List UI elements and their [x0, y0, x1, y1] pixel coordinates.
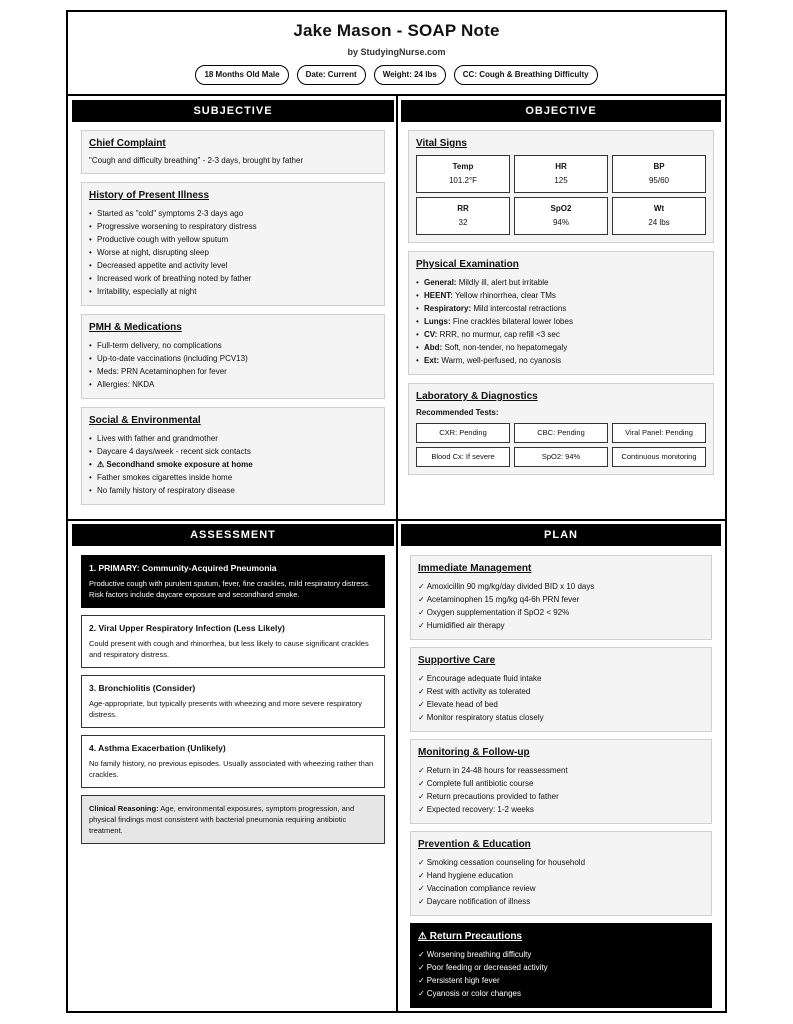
check-icon: ✓	[418, 963, 425, 972]
pmh-box	[81, 314, 385, 399]
list-item: ✓ Amoxicillin 90 mg/kg/day divided BID x 10 days	[418, 582, 595, 591]
pmh-list	[89, 339, 377, 391]
list-item: • Meds: PRN Acetaminophen for fever	[89, 365, 377, 378]
patient-info-pills	[68, 65, 725, 85]
list-item: ✓ Encourage adequate fluid intake	[418, 674, 542, 683]
list-item: • Daycare 4 days/week - recent sick contacts	[89, 445, 377, 458]
list-item: • Allergies: NKDA	[89, 378, 377, 391]
smoke-exposure-warning: • ⚠ Secondhand smoke exposure at home	[89, 458, 377, 471]
vital-label: HR	[555, 162, 567, 171]
return-precautions-box	[410, 923, 712, 1008]
exam-item	[416, 289, 706, 302]
check-icon: ✓	[418, 792, 425, 801]
prevention-list	[418, 856, 704, 908]
test-spo2: SpO2: 94%	[514, 447, 608, 467]
diagnosis-primary	[81, 555, 385, 608]
list-item: ✓ Daycare notification of illness	[418, 897, 531, 906]
clinical-reasoning-label: Clinical Reasoning:	[89, 804, 159, 813]
list-item: • Started as "cold" symptoms 2-3 days ago	[89, 207, 377, 220]
vital-signs-grid	[416, 155, 706, 235]
list-item: ✓ Humidified air therapy	[418, 621, 505, 630]
diagnosis-text: No family history, no previous episodes. Usually associated with wheezing rather than crackles.	[89, 759, 374, 779]
diagnosis-text: Productive cough with purulent sputum, fever, fine crackles, mild respiratory distress. Risk factors include daycare exposure and secondhand smoke.	[89, 579, 370, 599]
vital-label: BP	[653, 162, 665, 171]
soap-grid	[68, 96, 725, 1011]
monitoring-list	[418, 764, 704, 816]
social-box	[81, 407, 385, 505]
list-item: ✓ Cyanosis or color changes	[418, 989, 521, 998]
exam-item	[416, 315, 706, 328]
check-icon: ✓	[418, 713, 425, 722]
pmh-title: PMH & Medications	[89, 322, 182, 333]
immediate-management-title: Immediate Management	[418, 563, 532, 574]
diagnosis-title: 1. PRIMARY: Community-Acquired Pneumonia	[89, 563, 277, 573]
hpi-list	[89, 207, 377, 298]
vital-label: RR	[457, 204, 469, 213]
check-icon: ✓	[418, 976, 425, 985]
list-item: • Worse at night, disrupting sleep	[89, 246, 377, 259]
diagnosis-viral-uri	[81, 615, 385, 668]
check-icon: ✓	[418, 950, 425, 959]
list-item: ✓ Return in 24-48 hours for reassessment	[418, 766, 568, 775]
chief-complaint-title: Chief Complaint	[89, 138, 166, 149]
return-precautions-list	[418, 948, 704, 1000]
diagnosis-text: Could present with cough and rhinorrhea, but less likely to cause significant crackles and respiratory distress.	[89, 639, 369, 659]
vital-temp	[416, 155, 510, 193]
check-icon: ✓	[418, 595, 425, 604]
exam-finding: Mildly ill, alert but irritable	[456, 278, 549, 287]
list-item: ✓ Vaccination compliance review	[418, 884, 536, 893]
horizontal-divider	[68, 519, 725, 521]
list-item: • Increased work of breathing noted by father	[89, 272, 377, 285]
list-item: • Irritability, especially at night	[89, 285, 377, 298]
note-header	[68, 12, 725, 96]
list-item: • Father smokes cigarettes inside home	[89, 471, 377, 484]
exam-finding: Soft, non-tender, no hepatomegaly	[442, 343, 568, 352]
vital-rr	[416, 197, 510, 235]
supportive-care-box	[410, 647, 712, 732]
check-icon: ✓	[418, 674, 425, 683]
exam-key: Respiratory:	[424, 304, 472, 313]
exam-key: HEENT:	[424, 291, 453, 300]
check-icon: ✓	[418, 858, 425, 867]
vital-signs-title: Vital Signs	[416, 138, 467, 149]
exam-key: Abd:	[424, 343, 443, 352]
exam-key: General:	[424, 278, 457, 287]
vital-signs-box	[408, 130, 714, 243]
hpi-box	[81, 182, 385, 306]
diagnosis-bronchiolitis	[81, 675, 385, 728]
list-item: ✓ Monitor respiratory status closely	[418, 713, 544, 722]
exam-item	[416, 302, 706, 315]
check-icon: ✓	[418, 989, 425, 998]
vital-value: 95/60	[648, 176, 670, 185]
list-item: ✓ Hand hygiene education	[418, 871, 513, 880]
vital-weight	[612, 197, 706, 235]
list-item: • Decreased appetite and activity level	[89, 259, 377, 272]
diagnosis-text: Age-appropriate, but typically presents with wheezing and more severe respiratory distress.	[89, 699, 363, 719]
clinical-reasoning-text: Age, environmental exposures, symptom progression, and physical findings most consistent with bacterial pneumonia requiring antibiotic treatment.	[89, 804, 355, 835]
prevention-box	[410, 831, 712, 916]
vital-label: Temp	[452, 162, 474, 171]
list-item: ✓ Acetaminophen 15 mg/kg q4-6h PRN fever	[418, 595, 580, 604]
date-pill: Date: Current	[297, 65, 366, 85]
assessment-section	[72, 524, 394, 844]
list-item: ✓ Smoking cessation counseling for household	[418, 858, 586, 867]
monitoring-title: Monitoring & Follow-up	[418, 747, 530, 758]
test-blood-culture: Blood Cx: If severe	[416, 447, 510, 467]
test-cxr: CXR: Pending	[416, 423, 510, 443]
social-title: Social & Environmental	[89, 415, 201, 426]
exam-key: Lungs:	[424, 317, 451, 326]
vital-value: 24 lbs	[648, 218, 670, 227]
diagnosis-title: 3. Bronchiolitis (Consider)	[89, 683, 196, 693]
exam-finding: Warm, well-perfused, no cyanosis	[439, 356, 562, 365]
exam-finding: Mild intercostal retractions	[471, 304, 567, 313]
supportive-care-title: Supportive Care	[418, 655, 496, 666]
immediate-management-box	[410, 555, 712, 640]
diagnosis-title: 2. Viral Upper Respiratory Infection (Less Likely)	[89, 623, 285, 633]
physical-exam-list	[416, 276, 706, 367]
list-item: ✓ Oxygen supplementation if SpO2 < 92%	[418, 608, 570, 617]
vital-value: 32	[458, 218, 468, 227]
plan-section	[401, 524, 721, 1008]
diagnosis-title: 4. Asthma Exacerbation (Unlikely)	[89, 743, 226, 753]
exam-item	[416, 341, 706, 354]
exam-item	[416, 354, 706, 367]
physical-exam-box	[408, 251, 714, 375]
vital-label: SpO2	[550, 204, 572, 213]
chief-complaint-pill: CC: Cough & Breathing Difficulty	[454, 65, 598, 85]
check-icon: ✓	[418, 884, 425, 893]
diagnosis-asthma	[81, 735, 385, 788]
exam-item	[416, 328, 706, 341]
labs-title: Laboratory & Diagnostics	[416, 391, 538, 402]
page-title: Jake Mason - SOAP Note	[293, 21, 500, 40]
test-cbc: CBC: Pending	[514, 423, 608, 443]
test-continuous-monitoring: Continuous monitoring	[612, 447, 706, 467]
check-icon: ✓	[418, 897, 425, 906]
list-item: • Full-term delivery, no complications	[89, 339, 377, 352]
list-item: ✓ Persistent high fever	[418, 976, 500, 985]
byline: by StudyingNurse.com	[347, 47, 446, 57]
monitoring-box	[410, 739, 712, 824]
clinical-reasoning	[81, 795, 385, 844]
check-icon: ✓	[418, 608, 425, 617]
list-item: ✓ Worsening breathing difficulty	[418, 950, 532, 959]
vital-label: Wt	[653, 204, 665, 213]
exam-finding: Fine crackles bilateral lower lobes	[450, 317, 573, 326]
list-item: ✓ Poor feeding or decreased activity	[418, 963, 548, 972]
list-item: • Up-to-date vaccinations (including PCV13)	[89, 352, 377, 365]
supportive-care-list	[418, 672, 704, 724]
exam-key: CV:	[424, 330, 438, 339]
list-item: ✓ Rest with activity as tolerated	[418, 687, 531, 696]
vital-value: 125	[554, 176, 568, 185]
age-sex-pill: 18 Months Old Male	[195, 65, 288, 85]
test-viral-panel: Viral Panel: Pending	[612, 423, 706, 443]
labs-box	[408, 383, 714, 475]
hpi-title: History of Present Illness	[89, 190, 210, 201]
exam-finding: RRR, no murmur, cap refill <3 sec	[437, 330, 560, 339]
vital-bp	[612, 155, 706, 193]
check-icon: ✓	[418, 779, 425, 788]
weight-pill: Weight: 24 lbs	[374, 65, 446, 85]
objective-section	[401, 100, 721, 475]
objective-heading: OBJECTIVE	[401, 100, 721, 122]
check-icon: ✓	[418, 700, 425, 709]
recommended-tests-label: Recommended Tests:	[416, 408, 499, 417]
vertical-divider	[396, 96, 398, 1011]
subjective-heading: SUBJECTIVE	[72, 100, 394, 122]
soap-note-sheet	[66, 10, 727, 1013]
prevention-title: Prevention & Education	[418, 839, 531, 850]
list-item: ✓ Expected recovery: 1-2 weeks	[418, 805, 534, 814]
physical-exam-title: Physical Examination	[416, 259, 519, 270]
assessment-heading: ASSESSMENT	[72, 524, 394, 546]
list-item: ✓ Return precautions provided to father	[418, 792, 559, 801]
check-icon: ✓	[418, 582, 425, 591]
tests-grid	[416, 423, 706, 467]
vital-value: 101.2°F	[448, 176, 478, 185]
return-precautions-title: ⚠ Return Precautions	[418, 931, 522, 942]
check-icon: ✓	[418, 766, 425, 775]
check-icon: ✓	[418, 805, 425, 814]
chief-complaint-box	[81, 130, 385, 174]
check-icon: ✓	[418, 687, 425, 696]
exam-item	[416, 276, 706, 289]
list-item: ✓ Elevate head of bed	[418, 700, 498, 709]
check-icon: ✓	[418, 871, 425, 880]
check-icon: ✓	[418, 621, 425, 630]
list-item: • No family history of respiratory disease	[89, 484, 377, 497]
vital-value: 94%	[552, 218, 569, 227]
vital-spo2	[514, 197, 608, 235]
exam-finding: Yellow rhinorrhea, clear TMs	[452, 291, 556, 300]
plan-heading: PLAN	[401, 524, 721, 546]
list-item: • Productive cough with yellow sputum	[89, 233, 377, 246]
social-list	[89, 432, 377, 497]
vital-hr	[514, 155, 608, 193]
immediate-management-list	[418, 580, 704, 632]
list-item: • Lives with father and grandmother	[89, 432, 377, 445]
list-item: ✓ Complete full antibiotic course	[418, 779, 534, 788]
subjective-section	[72, 100, 394, 505]
exam-key: Ext:	[424, 356, 440, 365]
chief-complaint-text: "Cough and difficulty breathing" - 2-3 days, brought by father	[89, 156, 304, 165]
list-item: • Progressive worsening to respiratory distress	[89, 220, 377, 233]
